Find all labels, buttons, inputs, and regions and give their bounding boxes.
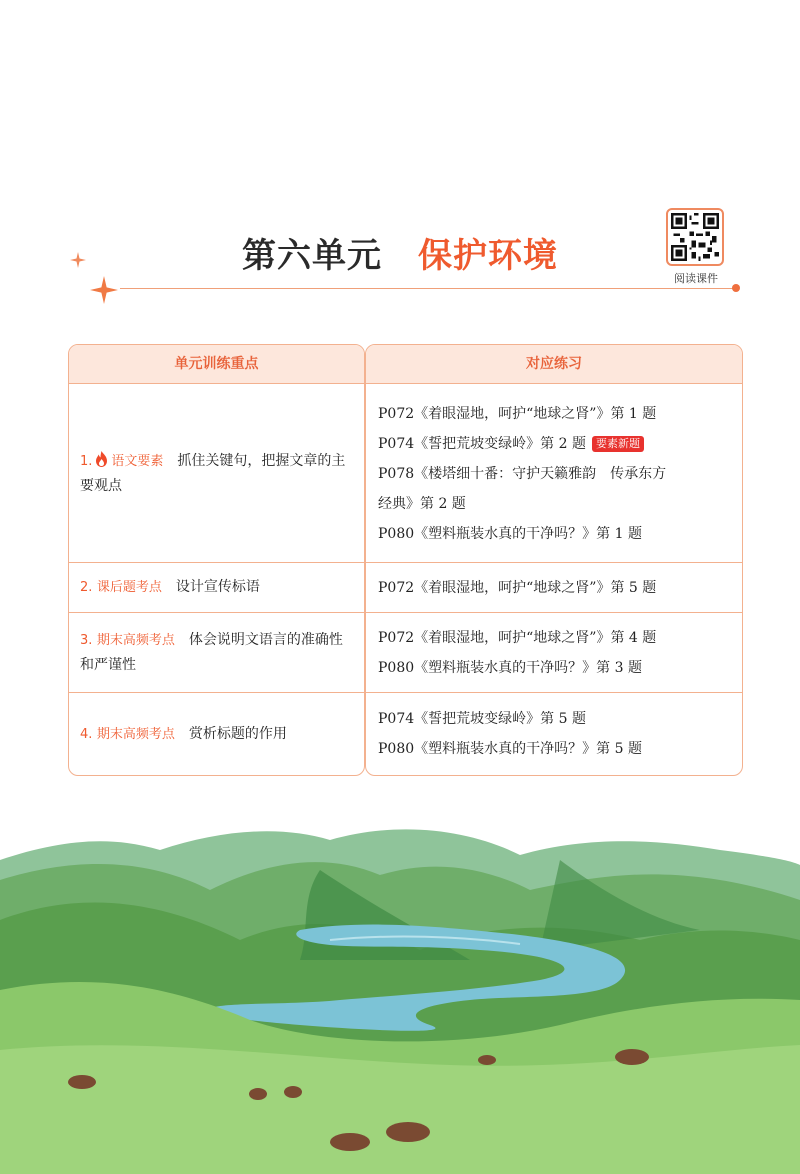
exercise-link[interactable]: P074《誓把荒坡变绿岭》第 5 题 [378, 711, 586, 727]
item-text: 设计宣传标语 [175, 579, 260, 595]
exercise-link[interactable]: P080《塑料瓶装水真的干净吗？》第 5 题 [378, 741, 642, 757]
item-text: 抓住关键句，把握文章的主要观点 [80, 452, 346, 494]
exercise-link[interactable]: P072《着眼湿地，呵护“地球之肾”》第 1 题 [378, 405, 657, 422]
item-tag: 期末高频考点 [96, 632, 175, 648]
focus-item [69, 575, 270, 600]
item-number: 3. [80, 632, 93, 648]
exercise-link[interactable]: P072《着眼湿地，呵护“地球之肾”》第 5 题 [378, 579, 657, 596]
exercise-link[interactable]: 经典》第 2 题 [378, 495, 466, 512]
item-number: 2. [80, 580, 93, 595]
exercise-link[interactable]: P078《楼塔细十番：守护天籁雅韵 传承东方 [378, 465, 667, 482]
exercise-list [366, 573, 666, 603]
focus-item [69, 449, 364, 499]
theme-title: 保护环境 [418, 236, 558, 276]
table-row [366, 693, 742, 775]
focus-item [69, 722, 297, 747]
exercise-list [366, 399, 676, 549]
table-row [69, 563, 364, 613]
exercise-link[interactable]: P074《誓把荒坡变绿岭》第 2 题 要素新题 [378, 429, 666, 459]
item-tag: 语文要素 [111, 453, 164, 469]
left-header: 单元训练重点 [69, 345, 364, 384]
right-header: 对应练习 [366, 345, 742, 384]
table-row [366, 385, 742, 563]
table-row [366, 563, 742, 613]
table-row [69, 613, 364, 693]
landscape-illustration [0, 820, 800, 1174]
flame-icon [95, 451, 108, 467]
table-row [366, 613, 742, 693]
item-tag: 期末高频考点 [96, 726, 175, 742]
item-text: 赏析标题的作用 [188, 725, 287, 742]
divider [120, 288, 735, 289]
unit-title: 第六单元 [242, 236, 382, 276]
focus-item [69, 628, 364, 678]
exercise-table [365, 344, 743, 776]
new-question-badge: 要素新题 [592, 436, 644, 452]
exercise-link[interactable]: P072《着眼湿地，呵护“地球之肾”》第 4 题 [378, 629, 657, 646]
qr-label: 阅读课件 [674, 272, 718, 285]
table-row [69, 693, 364, 775]
item-number: 4. [80, 726, 93, 742]
exercise-link[interactable]: P080《塑料瓶装水真的干净吗？》第 1 题 [378, 525, 642, 542]
item-text: 体会说明文语言的准确性和严谨性 [80, 631, 343, 673]
qr-code-icon[interactable] [666, 208, 724, 266]
sparkle-icon [90, 276, 118, 304]
exercise-list [366, 704, 652, 764]
item-number: 1. [80, 453, 93, 469]
exercise-link[interactable]: P080《塑料瓶装水真的干净吗？》第 3 题 [378, 659, 642, 676]
divider-dot [732, 284, 740, 292]
training-focus-table [68, 344, 365, 776]
item-tag: 课后题考点 [96, 580, 162, 595]
exercise-list [366, 623, 666, 683]
table-row [69, 385, 364, 563]
